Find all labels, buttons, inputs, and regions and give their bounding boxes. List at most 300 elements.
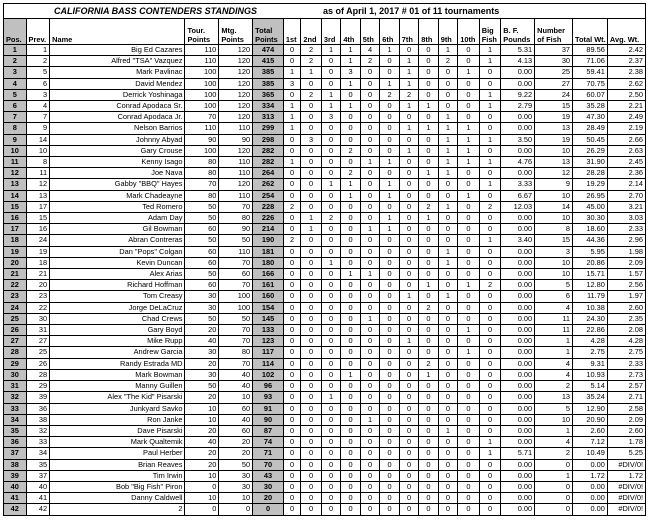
cell-2nd: 0: [301, 280, 322, 291]
cell-8th: 0: [419, 89, 438, 100]
cell-1st: 0: [283, 381, 300, 392]
cell-big-fish: 0: [479, 403, 501, 414]
cell-prev: 21: [26, 269, 50, 280]
cell-mtg-points: 30: [219, 470, 253, 481]
cell-8th: 0: [419, 56, 438, 67]
cell-4th: 0: [341, 504, 360, 515]
cell-tour-points: 30: [185, 369, 219, 380]
cell-pos: 22: [4, 280, 27, 291]
cell-6th: 0: [380, 134, 399, 145]
cell-2nd: 0: [301, 313, 322, 324]
cell-1st: 3: [283, 78, 300, 89]
cell-4th: 0: [341, 437, 360, 448]
cell-prev: 24: [26, 235, 50, 246]
cell-pos: 28: [4, 347, 27, 358]
cell-bf-pounds: 4.76: [501, 157, 535, 168]
cell-3rd: 0: [321, 224, 340, 235]
cell-tour-points: 30: [185, 347, 219, 358]
cell-10th: 0: [458, 179, 480, 190]
cell-6th: 0: [380, 392, 399, 403]
cell-5th: 0: [360, 358, 379, 369]
cell-mtg-points: 70: [219, 201, 253, 212]
cell-prev: 10: [26, 145, 50, 156]
cell-9th: 1: [438, 257, 457, 268]
cell-6th: 0: [380, 246, 399, 257]
cell-avg-wt: 4.28: [607, 336, 645, 347]
cell-9th: 0: [438, 235, 457, 246]
cell-6th: 0: [380, 56, 399, 67]
cell-4th: 0: [341, 313, 360, 324]
cell-number-of-fish: 14: [535, 201, 573, 212]
cell-9th: 0: [438, 67, 457, 78]
cell-5th: 0: [360, 190, 379, 201]
cell-total-wt: 0.00: [573, 481, 608, 492]
cell-big-fish: 1: [479, 134, 501, 145]
cell-number-of-fish: 1: [535, 347, 573, 358]
cell-prev: 16: [26, 224, 50, 235]
cell-9th: 0: [438, 470, 457, 481]
cell-big-fish: 0: [479, 392, 501, 403]
cell-name: Joe Nava: [50, 168, 185, 179]
cell-total-points: 214: [253, 224, 284, 235]
cell-6th: 0: [380, 112, 399, 123]
cell-total-points: 30: [253, 481, 284, 492]
cell-mtg-points: 70: [219, 336, 253, 347]
cell-mtg-points: 110: [219, 190, 253, 201]
cell-1st: 0: [283, 134, 300, 145]
cell-prev: 40: [26, 481, 50, 492]
cell-prev: 34: [26, 448, 50, 459]
cell-tour-points: 90: [185, 134, 219, 145]
cell-big-fish: 2: [479, 280, 501, 291]
cell-6th: 0: [380, 302, 399, 313]
cell-name: Randy Estrada MD: [50, 358, 185, 369]
cell-mtg-points: 110: [219, 168, 253, 179]
cell-tour-points: 10: [185, 403, 219, 414]
cell-number-of-fish: 1: [535, 470, 573, 481]
cell-total-wt: 10.38: [573, 302, 608, 313]
header-3rd: 3rd: [321, 19, 340, 45]
cell-1st: 0: [283, 269, 300, 280]
cell-prev: 9: [26, 123, 50, 134]
cell-big-fish: 0: [479, 459, 501, 470]
cell-big-fish: 1: [479, 235, 501, 246]
cell-mtg-points: 40: [219, 414, 253, 425]
cell-avg-wt: 1.97: [607, 291, 645, 302]
table-row: [4, 313, 646, 324]
cell-10th: 0: [458, 112, 480, 123]
cell-pos: 33: [4, 403, 27, 414]
cell-total-points: 474: [253, 45, 284, 56]
cell-avg-wt: 2.49: [607, 112, 645, 123]
table-row: [4, 112, 646, 123]
cell-2nd: 0: [301, 459, 322, 470]
cell-7th: 0: [399, 201, 418, 212]
cell-5th: 0: [360, 448, 379, 459]
cell-total-wt: 20.90: [573, 414, 608, 425]
cell-4th: 0: [341, 257, 360, 268]
cell-name: Richard Hoffman: [50, 280, 185, 291]
cell-bf-pounds: 0.00: [501, 78, 535, 89]
cell-3rd: 0: [321, 358, 340, 369]
cell-6th: 1: [380, 213, 399, 224]
cell-1st: 0: [283, 414, 300, 425]
cell-2nd: 2: [301, 45, 322, 56]
cell-avg-wt: 2.09: [607, 257, 645, 268]
cell-tour-points: 10: [185, 493, 219, 504]
cell-tour-points: 10: [185, 414, 219, 425]
cell-bf-pounds: 3.40: [501, 235, 535, 246]
cell-mtg-points: 120: [219, 45, 253, 56]
cell-1st: 0: [283, 504, 300, 515]
cell-avg-wt: 2.73: [607, 369, 645, 380]
cell-bf-pounds: 0.00: [501, 291, 535, 302]
cell-mtg-points: 100: [219, 291, 253, 302]
cell-prev: 12: [26, 179, 50, 190]
cell-tour-points: 40: [185, 336, 219, 347]
cell-total-wt: 22.86: [573, 325, 608, 336]
cell-bf-pounds: 0.00: [501, 269, 535, 280]
cell-4th: 0: [341, 291, 360, 302]
cell-2nd: 0: [301, 358, 322, 369]
cell-7th: 0: [399, 358, 418, 369]
cell-3rd: 0: [321, 437, 340, 448]
cell-total-points: 87: [253, 425, 284, 436]
cell-total-points: 228: [253, 201, 284, 212]
cell-9th: 0: [438, 448, 457, 459]
cell-number-of-fish: 15: [535, 235, 573, 246]
table-row: [4, 325, 646, 336]
cell-number-of-fish: 10: [535, 213, 573, 224]
cell-prev: 35: [26, 459, 50, 470]
standings-rows: [4, 45, 646, 516]
cell-8th: 0: [419, 392, 438, 403]
cell-1st: 0: [283, 369, 300, 380]
cell-2nd: 0: [301, 112, 322, 123]
cell-big-fish: 1: [479, 45, 501, 56]
cell-avg-wt: 2.71: [607, 392, 645, 403]
cell-name: Ted Romero: [50, 201, 185, 212]
cell-bf-pounds: 0.00: [501, 123, 535, 134]
cell-pos: 24: [4, 302, 27, 313]
cell-avg-wt: 1.57: [607, 269, 645, 280]
cell-name: Ron Janke: [50, 414, 185, 425]
cell-prev: 19: [26, 246, 50, 257]
cell-7th: 0: [399, 392, 418, 403]
cell-4th: 0: [341, 470, 360, 481]
header-pos: Pos.: [4, 19, 27, 45]
cell-tour-points: 10: [185, 470, 219, 481]
cell-tour-points: 50: [185, 269, 219, 280]
cell-9th: 1: [438, 145, 457, 156]
cell-name: Big Ed Cazares: [50, 45, 185, 56]
cell-7th: 0: [399, 493, 418, 504]
cell-mtg-points: 50: [219, 459, 253, 470]
cell-9th: 0: [438, 336, 457, 347]
cell-4th: 0: [341, 493, 360, 504]
cell-prev: 42: [26, 504, 50, 515]
cell-1st: 0: [283, 213, 300, 224]
cell-mtg-points: 90: [219, 224, 253, 235]
cell-3rd: 0: [321, 302, 340, 313]
cell-mtg-points: 120: [219, 145, 253, 156]
cell-total-wt: 89.56: [573, 45, 608, 56]
cell-big-fish: 0: [479, 470, 501, 481]
cell-avg-wt: 2.62: [607, 78, 645, 89]
cell-2nd: 0: [301, 481, 322, 492]
cell-5th: 2: [360, 56, 379, 67]
table-row: [4, 493, 646, 504]
header-avg-wt: Avg. Wt.: [607, 19, 645, 45]
cell-10th: 1: [458, 145, 480, 156]
cell-10th: 0: [458, 425, 480, 436]
cell-avg-wt: 2.08: [607, 325, 645, 336]
cell-9th: 0: [438, 381, 457, 392]
cell-prev: 37: [26, 470, 50, 481]
cell-6th: 0: [380, 425, 399, 436]
cell-number-of-fish: 11: [535, 325, 573, 336]
cell-total-wt: 24.30: [573, 313, 608, 324]
cell-prev: 27: [26, 336, 50, 347]
cell-7th: 0: [399, 213, 418, 224]
cell-number-of-fish: 3: [535, 246, 573, 257]
cell-bf-pounds: 0.00: [501, 425, 535, 436]
cell-avg-wt: 2.96: [607, 235, 645, 246]
cell-7th: 0: [399, 470, 418, 481]
cell-3rd: 0: [321, 291, 340, 302]
cell-number-of-fish: 4: [535, 358, 573, 369]
cell-6th: 0: [380, 403, 399, 414]
cell-name: Alex Arias: [50, 269, 185, 280]
cell-5th: 0: [360, 481, 379, 492]
cell-9th: 2: [438, 56, 457, 67]
cell-total-points: 91: [253, 403, 284, 414]
cell-5th: 0: [360, 425, 379, 436]
cell-1st: 0: [283, 336, 300, 347]
cell-3rd: 0: [321, 414, 340, 425]
cell-7th: 0: [399, 313, 418, 324]
cell-4th: 0: [341, 213, 360, 224]
cell-number-of-fish: 2: [535, 381, 573, 392]
table-row: [4, 280, 646, 291]
header-total-points: Total Points: [253, 19, 284, 45]
cell-name: Mark Qualtemik: [50, 437, 185, 448]
cell-name: Brian Reaves: [50, 459, 185, 470]
cell-pos: 23: [4, 291, 27, 302]
cell-4th: 0: [341, 123, 360, 134]
cell-tour-points: 110: [185, 45, 219, 56]
cell-2nd: 0: [301, 504, 322, 515]
cell-1st: 0: [283, 190, 300, 201]
cell-6th: 0: [380, 67, 399, 78]
cell-pos: 10: [4, 145, 27, 156]
cell-3rd: 0: [321, 470, 340, 481]
cell-8th: 0: [419, 45, 438, 56]
cell-pos: 25: [4, 313, 27, 324]
cell-4th: 2: [341, 145, 360, 156]
cell-pos: 21: [4, 269, 27, 280]
cell-mtg-points: 120: [219, 179, 253, 190]
cell-6th: 0: [380, 269, 399, 280]
cell-avg-wt: 2.09: [607, 414, 645, 425]
cell-7th: 0: [399, 157, 418, 168]
cell-6th: 0: [380, 336, 399, 347]
cell-avg-wt: 2.57: [607, 381, 645, 392]
cell-10th: 1: [458, 123, 480, 134]
cell-3rd: 0: [321, 381, 340, 392]
cell-number-of-fish: 1: [535, 425, 573, 436]
cell-7th: 0: [399, 347, 418, 358]
cell-9th: 0: [438, 213, 457, 224]
cell-big-fish: 1: [479, 89, 501, 100]
table-row: [4, 56, 646, 67]
cell-8th: 0: [419, 291, 438, 302]
cell-number-of-fish: 13: [535, 392, 573, 403]
cell-big-fish: 1: [479, 157, 501, 168]
cell-7th: 0: [399, 257, 418, 268]
cell-2nd: 0: [301, 448, 322, 459]
standings-sheet: [3, 3, 646, 516]
cell-avg-wt: 1.72: [607, 470, 645, 481]
cell-2nd: 0: [301, 101, 322, 112]
cell-total-points: 123: [253, 336, 284, 347]
cell-name: Junkyard Savko: [50, 403, 185, 414]
cell-7th: 1: [399, 78, 418, 89]
cell-mtg-points: 120: [219, 101, 253, 112]
cell-8th: 0: [419, 336, 438, 347]
cell-big-fish: 0: [479, 336, 501, 347]
cell-6th: 0: [380, 437, 399, 448]
cell-total-wt: 35.24: [573, 392, 608, 403]
cell-name: Danny Caldwell: [50, 493, 185, 504]
cell-big-fish: 0: [479, 67, 501, 78]
cell-4th: 0: [341, 280, 360, 291]
header-4th: 4th: [341, 19, 360, 45]
cell-mtg-points: 20: [219, 448, 253, 459]
cell-4th: 0: [341, 224, 360, 235]
header-bf-pounds: B. F. Pounds: [501, 19, 535, 45]
cell-prev: 36: [26, 403, 50, 414]
cell-9th: 1: [438, 112, 457, 123]
cell-7th: 0: [399, 481, 418, 492]
cell-pos: 13: [4, 179, 27, 190]
cell-avg-wt: #DIV/0!: [607, 459, 645, 470]
cell-7th: 0: [399, 112, 418, 123]
cell-4th: 1: [341, 78, 360, 89]
cell-bf-pounds: 0.00: [501, 224, 535, 235]
cell-2nd: 0: [301, 291, 322, 302]
cell-5th: 0: [360, 336, 379, 347]
cell-total-points: 43: [253, 470, 284, 481]
cell-1st: 1: [283, 67, 300, 78]
cell-mtg-points: 70: [219, 280, 253, 291]
cell-number-of-fish: 11: [535, 313, 573, 324]
cell-8th: 0: [419, 437, 438, 448]
cell-total-wt: 0.00: [573, 459, 608, 470]
cell-bf-pounds: 0.00: [501, 336, 535, 347]
cell-3rd: 0: [321, 313, 340, 324]
cell-number-of-fish: 5: [535, 280, 573, 291]
cell-avg-wt: 1.98: [607, 246, 645, 257]
cell-8th: 0: [419, 459, 438, 470]
cell-name: Tim Irwin: [50, 470, 185, 481]
cell-3rd: 1: [321, 257, 340, 268]
cell-total-points: 415: [253, 56, 284, 67]
cell-6th: 1: [380, 45, 399, 56]
cell-4th: 0: [341, 358, 360, 369]
cell-8th: 0: [419, 134, 438, 145]
cell-5th: 0: [360, 459, 379, 470]
cell-8th: 1: [419, 213, 438, 224]
cell-7th: 0: [399, 134, 418, 145]
cell-4th: 1: [341, 190, 360, 201]
cell-number-of-fish: 37: [535, 45, 573, 56]
header-number-of-fish: Number of Fish: [535, 19, 573, 45]
cell-2nd: 0: [301, 392, 322, 403]
table-row: [4, 179, 646, 190]
cell-pos: 27: [4, 336, 27, 347]
table-row: [4, 145, 646, 156]
cell-name: Mark Chadeayne: [50, 190, 185, 201]
cell-10th: 0: [458, 257, 480, 268]
cell-4th: 0: [341, 403, 360, 414]
table-row: [4, 369, 646, 380]
table-row: [4, 168, 646, 179]
cell-avg-wt: 2.37: [607, 56, 645, 67]
cell-4th: 0: [341, 448, 360, 459]
table-row: [4, 470, 646, 481]
cell-2nd: 1: [301, 213, 322, 224]
cell-3rd: 0: [321, 459, 340, 470]
cell-6th: 1: [380, 190, 399, 201]
cell-3rd: 0: [321, 168, 340, 179]
header-tour-points: Tour. Points: [185, 19, 219, 45]
cell-6th: 0: [380, 414, 399, 425]
cell-10th: 1: [458, 134, 480, 145]
cell-10th: 0: [458, 246, 480, 257]
cell-2nd: 2: [301, 89, 322, 100]
table-row: [4, 89, 646, 100]
cell-prev: 13: [26, 190, 50, 201]
cell-8th: 0: [419, 381, 438, 392]
cell-prev: 5: [26, 67, 50, 78]
cell-mtg-points: 120: [219, 56, 253, 67]
cell-7th: 0: [399, 437, 418, 448]
cell-pos: 26: [4, 325, 27, 336]
cell-10th: 0: [458, 313, 480, 324]
cell-bf-pounds: 0.00: [501, 325, 535, 336]
cell-bf-pounds: 0.00: [501, 470, 535, 481]
cell-5th: 0: [360, 201, 379, 212]
cell-bf-pounds: 2.79: [501, 101, 535, 112]
table-row: [4, 437, 646, 448]
cell-total-wt: 4.28: [573, 336, 608, 347]
cell-avg-wt: 5.25: [607, 448, 645, 459]
cell-name: Chad Crews: [50, 313, 185, 324]
cell-7th: 0: [399, 168, 418, 179]
cell-mtg-points: 20: [219, 437, 253, 448]
cell-8th: 1: [419, 280, 438, 291]
header-9th: 9th: [438, 19, 457, 45]
cell-big-fish: 0: [479, 302, 501, 313]
cell-8th: 0: [419, 235, 438, 246]
cell-4th: 0: [341, 112, 360, 123]
cell-10th: 0: [458, 358, 480, 369]
cell-3rd: 0: [321, 448, 340, 459]
table-row: [4, 414, 646, 425]
cell-5th: 0: [360, 381, 379, 392]
cell-bf-pounds: 4.13: [501, 56, 535, 67]
